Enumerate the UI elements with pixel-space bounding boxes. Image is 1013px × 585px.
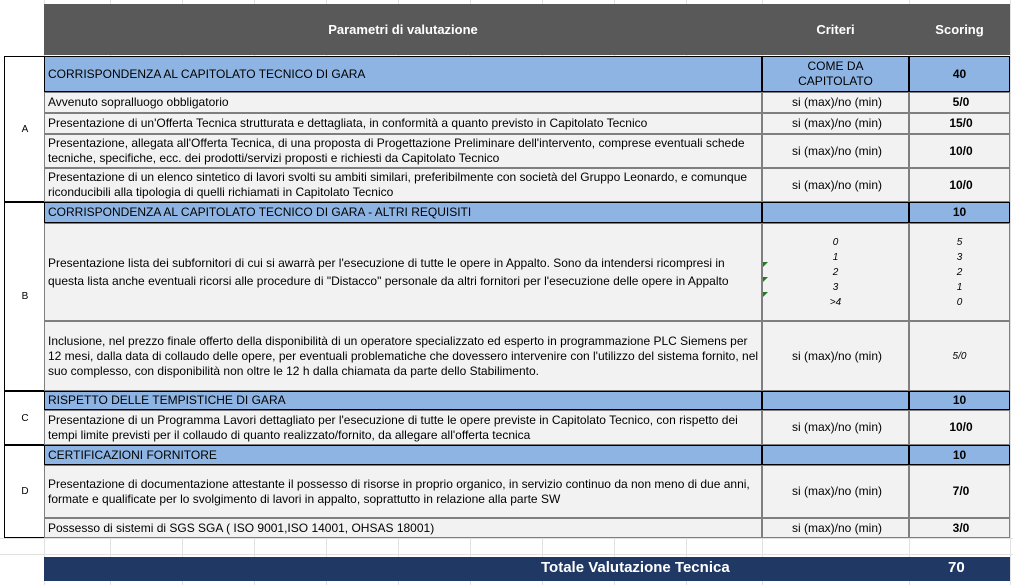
table-row-text: Presentazione di un elenco sintetico di lavori svolti su ambiti similari, preferibilmente con società del Gruppo Leonardo, e comunque riconducibili alla tipologia di quelli richiamati in Capitolato Tecnico: [44, 168, 762, 202]
section-d-title: CERTIFICAZIONI FORNITORE: [44, 445, 762, 465]
section-letter-d: D: [4, 445, 45, 538]
table-row-text: Presentazione di documentazione attestante il possesso di risorse in proprio organico, in servizio continuo da non meno di due anni, formate e qualificate per lo svolgimento di lavori in appalto, soprattutto in relazione alla parte SW: [44, 465, 762, 518]
section-b-score: 10: [909, 202, 1010, 223]
table-row-criteria: si (max)/no (min): [762, 168, 909, 202]
section-c-score: 10: [909, 391, 1010, 410]
plc-score: 5/0: [909, 321, 1010, 391]
score-value: 3: [956, 251, 963, 263]
criteria-value: >4: [829, 296, 842, 308]
subfornitori-criteria: [762, 223, 909, 321]
table-row-criteria: si (max)/no (min): [762, 113, 909, 134]
section-b-title: CORRISPONDENZA AL CAPITOLATO TECNICO DI GARA - ALTRI REQUISITI: [44, 202, 762, 223]
cell-note-marker: [763, 262, 768, 267]
plc-text: Inclusione, nel prezzo finale offerto della disponibilità di un operatore specializzato ed esperto in programmazione PLC Siemens per 12 mesi, dalla data di collaudo delle opere, per eventuali problematiche che dovessero intervenire con l'utilizzo del sistema fornito, nel suo complesso, con disponibilità non oltre le 12 h dalla chiamata da parte dello Stabilimento.: [44, 321, 762, 391]
table-row-criteria: si (max)/no (min): [762, 92, 909, 113]
score-value: 0: [956, 296, 963, 308]
table-row-text: Presentazione, allegata all'Offerta Tecnica, di una proposta di Progettazione Preliminare dell'intervento, comprese eventuali schede tecniche, specifiche, ecc. dei prodotti/servizi proposti e richiesti da Capitolato Tecnico: [44, 134, 762, 168]
table-row-criteria: si (max)/no (min): [762, 134, 909, 168]
table-row-text: Presentazione di un'Offerta Tecnica strutturata e dettagliata, in conformità a quanto previsto in Capitolato Tecnico: [44, 113, 762, 134]
table-row-text: Presentazione di un Programma Lavori dettagliato per l'esecuzione di tutte le opere previste in Capitolato Tecnico, con rispetto dei tempi limite previsti per il collaudo di quanto realizzato/fornito, da allegare all'offerta tecnica: [44, 410, 762, 445]
section-letter-c: C: [4, 391, 45, 445]
total-bar: [44, 557, 1010, 581]
section-c-criteria: [762, 391, 909, 410]
table-row-text: Possesso di sistemi di SGS SGA ( ISO 9001,ISO 14001, OHSAS 18001): [44, 518, 762, 538]
header-scoring: Scoring: [909, 4, 1010, 55]
table-row-score: 10/0: [909, 134, 1010, 168]
criteria-value: 3: [832, 281, 839, 293]
section-letter-a: A: [4, 56, 45, 202]
subfornitori-text: Presentazione lista dei subfornitori di cui si awarrà per l'esecuzione di tutte le opere in Appalto. Sono da intendersi ricompresi in questa lista anche eventuali ricorsi alle procedure di "Distacco" personale da altri fornitori per l'esecuzione delle opere in Appalto: [44, 223, 762, 321]
criteria-value: 2: [832, 266, 839, 278]
table-row-score: 10/0: [909, 410, 1010, 445]
header-criteri: Criteri: [762, 4, 909, 55]
table-row-criteria: si (max)/no (min): [762, 518, 909, 538]
section-letter-b: B: [4, 202, 45, 391]
table-row-score: 5/0: [909, 92, 1010, 113]
section-a-score: 40: [909, 56, 1010, 92]
score-value: 2: [956, 266, 963, 278]
cell-note-marker: [763, 292, 768, 297]
section-d-criteria: [762, 445, 909, 465]
table-row-text: Avvenuto sopralluogo obbligatorio: [44, 92, 762, 113]
table-row-score: 10/0: [909, 168, 1010, 202]
score-value: 1: [956, 281, 963, 293]
plc-criteria: si (max)/no (min): [762, 321, 909, 391]
cell-note-marker: [763, 277, 768, 282]
table-row-criteria: si (max)/no (min): [762, 465, 909, 518]
table-row-score: 15/0: [909, 113, 1010, 134]
table-row-score: 7/0: [909, 465, 1010, 518]
score-value: 5: [956, 236, 963, 248]
section-d-score: 10: [909, 445, 1010, 465]
section-c-title: RISPETTO DELLE TEMPISTICHE DI GARA: [44, 391, 762, 410]
criteria-value: 1: [832, 251, 839, 263]
total-label: Totale Valutazione Tecnica: [541, 559, 730, 576]
criteria-value: 0: [832, 236, 839, 248]
subfornitori-score: [909, 223, 1010, 321]
section-a-title: CORRISPONDENZA AL CAPITOLATO TECNICO DI GARA: [44, 56, 762, 92]
header-parametri: Parametri di valutazione: [44, 4, 762, 55]
table-row-score: 3/0: [909, 518, 1010, 538]
section-b-criteria: [762, 202, 909, 223]
table-row-criteria: si (max)/no (min): [762, 410, 909, 445]
section-a-criteria: COME DA CAPITOLATO: [762, 56, 909, 92]
total-value: 70: [948, 559, 965, 576]
